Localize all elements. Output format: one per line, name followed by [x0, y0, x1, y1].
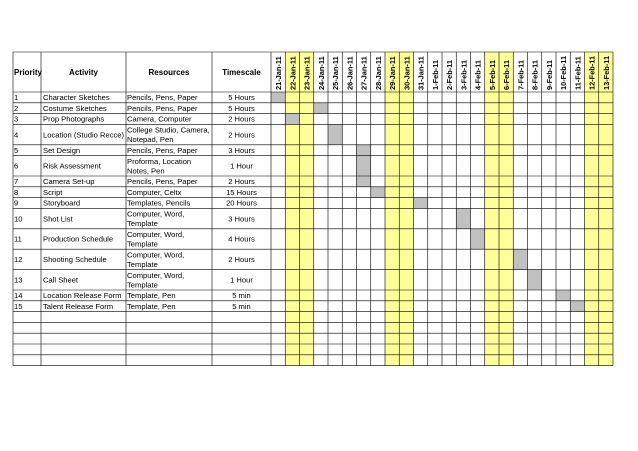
task-priority: 13	[14, 275, 23, 285]
task-bar-cell	[570, 301, 584, 312]
task-bar-cell	[357, 156, 371, 176]
task-resources: Computer, Word,	[127, 270, 185, 280]
date-header: 8-Feb-11	[530, 60, 540, 90]
task-bar-cell	[513, 249, 527, 269]
date-header: 29-Jan-11	[388, 56, 398, 90]
task-bar-cell	[471, 229, 485, 249]
weekend-column	[285, 52, 299, 366]
task-bar-cell	[328, 124, 342, 144]
date-header: 1-Feb-11	[430, 60, 440, 90]
date-header: 6-Feb-11	[502, 60, 512, 90]
task-activity: Production Schedule	[43, 234, 114, 244]
weekend-column	[499, 52, 513, 366]
task-resources: Template	[127, 239, 158, 249]
date-header: 26-Jan-11	[345, 56, 355, 90]
task-priority: 8	[14, 187, 19, 197]
date-header: 25-Jan-11	[331, 56, 341, 90]
date-header: 12-Feb-11	[587, 55, 597, 90]
task-priority: 5	[14, 145, 19, 155]
task-resources: Templates, Pencils	[127, 198, 191, 208]
task-priority: 7	[14, 177, 19, 187]
task-timescale: 1 Hour	[230, 161, 253, 171]
task-resources: Pencils, Pens, Paper	[127, 145, 198, 155]
task-resources: Computer, Celtx	[127, 187, 182, 197]
task-timescale: 20 Hours	[226, 198, 257, 208]
weekend-column	[399, 52, 413, 366]
task-timescale: 5 min	[232, 301, 251, 311]
task-activity: Character Sketches	[43, 93, 110, 103]
task-activity: Camera Set-up	[43, 177, 95, 187]
task-resources: Computer, Word,	[127, 229, 185, 239]
task-activity: Costume Sketches	[43, 103, 107, 113]
date-header: 24-Jan-11	[316, 56, 326, 90]
task-resources: Template	[127, 280, 158, 290]
task-timescale: 2 Hours	[228, 114, 255, 124]
date-header: 9-Feb-11	[544, 60, 554, 90]
date-header: 11-Feb-11	[573, 56, 583, 90]
task-priority: 6	[14, 161, 19, 171]
weekend-column	[385, 52, 399, 366]
task-activity: Prop Photographs	[43, 114, 105, 124]
task-timescale: 2 Hours	[228, 177, 255, 187]
task-timescale: 5 Hours	[228, 93, 255, 103]
task-bar-cell	[556, 290, 570, 301]
weekend-column	[485, 52, 499, 366]
task-priority: 12	[14, 255, 23, 265]
header-priority: Priority	[14, 68, 43, 77]
header-resources: Resources	[148, 68, 190, 77]
date-header: 10-Feb-11	[559, 55, 569, 90]
weekend-column	[585, 52, 599, 366]
task-priority: 15	[14, 301, 23, 311]
task-priority: 2	[14, 103, 19, 113]
date-header: 7-Feb-11	[516, 60, 526, 90]
task-resources: Template, Pen	[127, 301, 176, 311]
task-resources: Notes, Pen	[127, 166, 165, 176]
header-activity: Activity	[69, 68, 98, 77]
date-header: 21-Jan-11	[274, 56, 284, 90]
task-activity: Talent Release Form	[43, 301, 114, 311]
task-bar-cell	[314, 103, 328, 114]
task-timescale: 1 Hour	[230, 275, 253, 285]
task-resources: Template	[127, 259, 158, 269]
task-resources: Pencils, Pens, Paper	[127, 177, 198, 187]
task-activity: Shooting Schedule	[43, 255, 107, 265]
date-header: 22-Jan-11	[288, 56, 298, 90]
task-bar-cell	[271, 92, 285, 103]
task-priority: 1	[14, 93, 19, 103]
date-header: 5-Feb-11	[487, 60, 497, 90]
date-header: 31-Jan-11	[416, 56, 426, 90]
task-timescale: 4 Hours	[228, 234, 255, 244]
task-timescale: 5 Hours	[228, 103, 255, 113]
task-resources: Computer, Word,	[127, 209, 185, 219]
task-resources: Pencils, Pens, Paper	[127, 93, 198, 103]
task-timescale: 3 Hours	[228, 214, 255, 224]
task-bar-cell	[528, 270, 542, 290]
task-bar-cell	[371, 187, 385, 198]
task-timescale: 15 Hours	[226, 187, 257, 197]
task-resources: Computer, Word,	[127, 250, 185, 260]
task-timescale: 5 min	[232, 291, 251, 301]
weekend-column	[599, 52, 613, 366]
task-bar-cell	[456, 208, 470, 228]
task-activity: Script	[43, 187, 63, 197]
task-timescale: 2 Hours	[228, 255, 255, 265]
date-header: 28-Jan-11	[373, 56, 383, 90]
task-resources: Camera, Computer	[127, 114, 192, 124]
task-resources: Proforma, Location	[127, 156, 192, 166]
task-resources: Pencils, Pens, Paper	[127, 103, 198, 113]
date-header: 3-Feb-11	[459, 60, 469, 90]
date-header: 4-Feb-11	[473, 60, 483, 90]
task-activity: Set Design	[43, 145, 81, 155]
header-timescale: Timescale	[222, 68, 261, 77]
task-activity: Storyboard	[43, 198, 81, 208]
date-header: 27-Jan-11	[359, 56, 369, 90]
task-priority: 11	[14, 234, 22, 244]
task-bar-cell	[285, 114, 299, 125]
task-bar-cell	[414, 198, 428, 209]
task-timescale: 2 Hours	[228, 130, 255, 140]
date-header: 30-Jan-11	[402, 56, 412, 90]
task-priority: 9	[14, 198, 19, 208]
date-header: 2-Feb-11	[445, 60, 455, 90]
task-activity: Risk Assessment	[43, 161, 101, 171]
task-activity: Shot List	[43, 214, 73, 224]
weekend-column	[300, 52, 314, 366]
task-activity: Call Sheet	[43, 275, 79, 285]
task-bar-cell	[357, 145, 371, 156]
task-resources: Template, Pen	[127, 291, 176, 301]
task-activity: Location (Studio Recce)	[43, 130, 125, 140]
date-header: 13-Feb-11	[601, 55, 611, 90]
task-activity: Location Release Form	[43, 291, 122, 301]
task-timescale: 3 Hours	[228, 145, 255, 155]
task-resources: College Studio, Camera,	[127, 125, 210, 135]
task-priority: 14	[14, 291, 23, 301]
date-header: 23-Jan-11	[302, 56, 312, 90]
task-priority: 10	[14, 214, 23, 224]
task-priority: 4	[14, 130, 19, 140]
task-resources: Template	[127, 219, 158, 229]
task-priority: 3	[14, 114, 19, 124]
task-bar-cell	[357, 176, 371, 187]
task-resources: Notepad, Pen	[127, 135, 174, 145]
